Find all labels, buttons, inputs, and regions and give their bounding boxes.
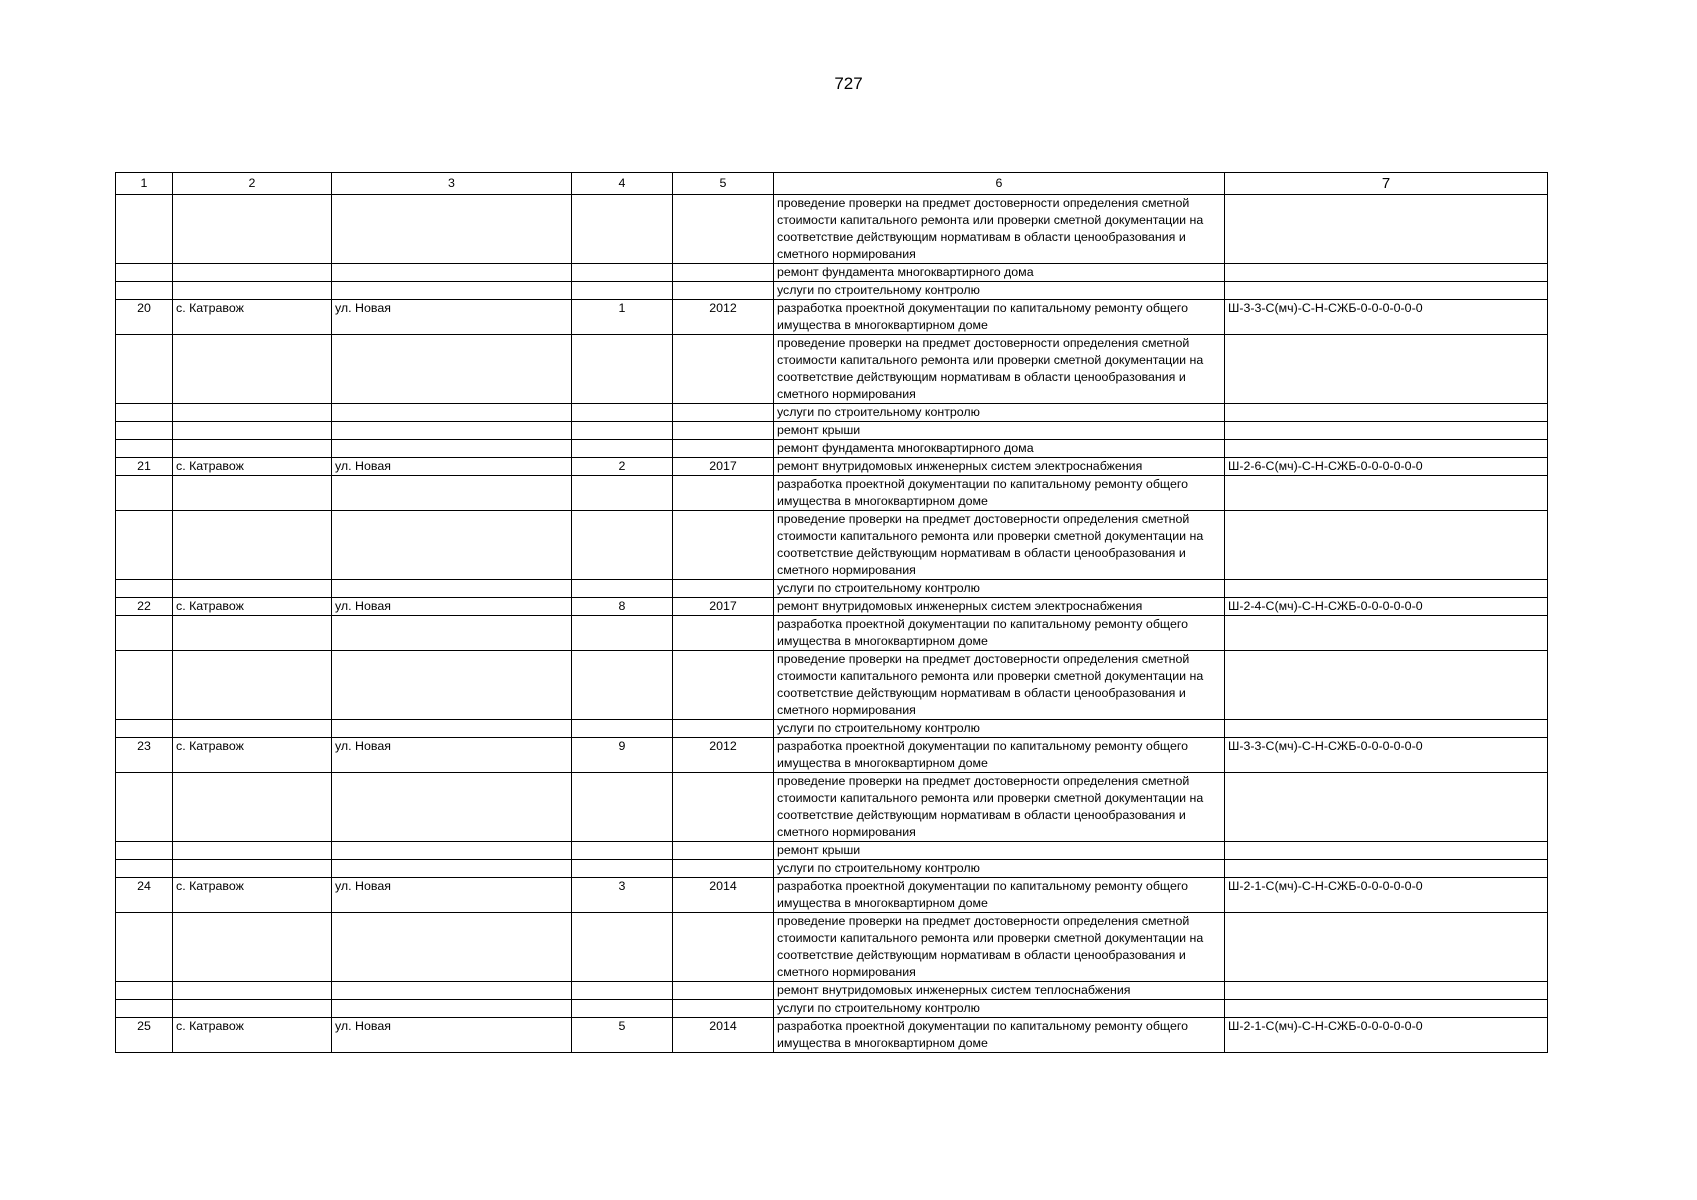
work-type-cell: услуги по строительному контролю (774, 860, 1225, 878)
table-row (116, 651, 1548, 720)
row-number (116, 651, 173, 720)
building-code-cell (1225, 616, 1548, 651)
table-row (116, 335, 1548, 404)
build-year-cell: 2017 (673, 458, 774, 476)
building-code-cell (1225, 264, 1548, 282)
building-code-cell (1225, 773, 1548, 842)
settlement-cell: с. Катравож (173, 878, 332, 913)
house-number-cell (572, 335, 673, 404)
street-cell (332, 264, 572, 282)
work-type-cell: разработка проектной документации по капитальному ремонту общего имущества в многоквартирном доме (774, 878, 1225, 913)
table-row (116, 404, 1548, 422)
build-year-cell (673, 195, 774, 264)
build-year-cell (673, 335, 774, 404)
row-number (116, 404, 173, 422)
street-cell (332, 773, 572, 842)
house-number-cell (572, 720, 673, 738)
work-type-cell: ремонт внутридомовых инженерных систем электроснабжения (774, 458, 1225, 476)
house-number-cell (572, 842, 673, 860)
row-number (116, 616, 173, 651)
street-cell (332, 651, 572, 720)
work-type-cell: услуги по строительному контролю (774, 1000, 1225, 1018)
street-cell: ул. Новая (332, 300, 572, 335)
table-row (116, 458, 1548, 476)
building-code-cell: Ш-3-3-С(мч)-С-Н-СЖБ-0-0-0-0-0-0 (1225, 300, 1548, 335)
settlement-cell (173, 195, 332, 264)
house-number-cell (572, 282, 673, 300)
street-cell (332, 1000, 572, 1018)
column-header-6: 6 (774, 173, 1225, 195)
street-cell (332, 842, 572, 860)
build-year-cell (673, 913, 774, 982)
settlement-cell (173, 511, 332, 580)
build-year-cell (673, 982, 774, 1000)
house-number-cell (572, 440, 673, 458)
settlement-cell (173, 264, 332, 282)
column-header-1: 1 (116, 173, 173, 195)
row-number: 25 (116, 1018, 173, 1053)
house-number-cell (572, 404, 673, 422)
work-type-cell: разработка проектной документации по капитальному ремонту общего имущества в многоквартирном доме (774, 476, 1225, 511)
work-type-cell: услуги по строительному контролю (774, 580, 1225, 598)
settlement-cell (173, 282, 332, 300)
building-code-cell (1225, 476, 1548, 511)
table-row (116, 773, 1548, 842)
building-code-cell (1225, 720, 1548, 738)
settlement-cell (173, 1000, 332, 1018)
building-code-cell (1225, 651, 1548, 720)
build-year-cell (673, 773, 774, 842)
build-year-cell (673, 476, 774, 511)
work-type-cell: ремонт внутридомовых инженерных систем электроснабжения (774, 598, 1225, 616)
work-type-cell: услуги по строительному контролю (774, 720, 1225, 738)
table-row (116, 440, 1548, 458)
column-header-3: 3 (332, 173, 572, 195)
settlement-cell (173, 580, 332, 598)
building-code-cell (1225, 1000, 1548, 1018)
building-code-cell (1225, 195, 1548, 264)
row-number (116, 282, 173, 300)
build-year-cell (673, 860, 774, 878)
street-cell (332, 580, 572, 598)
street-cell (332, 720, 572, 738)
build-year-cell (673, 616, 774, 651)
row-number (116, 335, 173, 404)
build-year-cell (673, 720, 774, 738)
street-cell (332, 511, 572, 580)
building-code-cell (1225, 422, 1548, 440)
table-row (116, 300, 1548, 335)
house-number-cell (572, 264, 673, 282)
street-cell (332, 860, 572, 878)
table-row (116, 1018, 1548, 1053)
build-year-cell (673, 404, 774, 422)
row-number (116, 580, 173, 598)
row-number: 24 (116, 878, 173, 913)
row-number (116, 476, 173, 511)
table-row (116, 476, 1548, 511)
street-cell (332, 422, 572, 440)
row-number (116, 913, 173, 982)
building-code-cell (1225, 440, 1548, 458)
work-type-cell: проведение проверки на предмет достоверности определения сметной стоимости капитального ремонта или проверки сметной документации на соответствие действующим нормативам в области ценообразования и сметного нормирования (774, 773, 1225, 842)
settlement-cell: с. Катравож (173, 300, 332, 335)
work-type-cell: услуги по строительному контролю (774, 282, 1225, 300)
street-cell (332, 913, 572, 982)
table-row (116, 511, 1548, 580)
settlement-cell (173, 422, 332, 440)
table-row (116, 1000, 1548, 1018)
row-number (116, 860, 173, 878)
settlement-cell (173, 982, 332, 1000)
building-code-cell (1225, 511, 1548, 580)
settlement-cell (173, 476, 332, 511)
header-row (116, 173, 1548, 195)
work-type-cell: проведение проверки на предмет достоверности определения сметной стоимости капитального ремонта или проверки сметной документации на соответствие действующим нормативам в области ценообразования и сметного нормирования (774, 195, 1225, 264)
table-header (116, 173, 1548, 195)
build-year-cell (673, 264, 774, 282)
work-type-cell: проведение проверки на предмет достоверности определения сметной стоимости капитального ремонта или проверки сметной документации на соответствие действующим нормативам в области ценообразования и сметного нормирования (774, 913, 1225, 982)
build-year-cell (673, 651, 774, 720)
work-type-cell: ремонт внутридомовых инженерных систем теплоснабжения (774, 982, 1225, 1000)
street-cell (332, 982, 572, 1000)
build-year-cell (673, 440, 774, 458)
settlement-cell (173, 335, 332, 404)
work-type-cell: ремонт крыши (774, 842, 1225, 860)
build-year-cell (673, 842, 774, 860)
settlement-cell (173, 860, 332, 878)
building-code-cell (1225, 404, 1548, 422)
house-number-cell (572, 580, 673, 598)
settlement-cell (173, 616, 332, 651)
building-code-cell (1225, 335, 1548, 404)
street-cell: ул. Новая (332, 1018, 572, 1053)
house-number-cell (572, 651, 673, 720)
column-header-4: 4 (572, 173, 673, 195)
settlement-cell (173, 720, 332, 738)
building-code-cell (1225, 842, 1548, 860)
table-row (116, 282, 1548, 300)
building-code-cell: Ш-2-4-С(мч)-С-Н-СЖБ-0-0-0-0-0-0 (1225, 598, 1548, 616)
street-cell: ул. Новая (332, 738, 572, 773)
settlement-cell: с. Катравож (173, 738, 332, 773)
house-number-cell (572, 422, 673, 440)
house-number-cell (572, 511, 673, 580)
row-number (116, 511, 173, 580)
street-cell (332, 404, 572, 422)
house-number-cell (572, 476, 673, 511)
house-number-cell: 8 (572, 598, 673, 616)
repair-register-table (115, 172, 1548, 1053)
table-body (116, 195, 1548, 1053)
street-cell (332, 440, 572, 458)
build-year-cell: 2014 (673, 1018, 774, 1053)
street-cell (332, 195, 572, 264)
column-header-2: 2 (173, 173, 332, 195)
building-code-cell: Ш-2-1-С(мч)-С-Н-СЖБ-0-0-0-0-0-0 (1225, 878, 1548, 913)
work-type-cell: проведение проверки на предмет достоверности определения сметной стоимости капитального ремонта или проверки сметной документации на соответствие действующим нормативам в области ценообразования и сметного нормирования (774, 335, 1225, 404)
work-type-cell: разработка проектной документации по капитальному ремонту общего имущества в многоквартирном доме (774, 738, 1225, 773)
building-code-cell (1225, 982, 1548, 1000)
building-code-cell (1225, 580, 1548, 598)
row-number (116, 1000, 173, 1018)
table-row (116, 580, 1548, 598)
building-code-cell: Ш-3-3-С(мч)-С-Н-СЖБ-0-0-0-0-0-0 (1225, 738, 1548, 773)
building-code-cell (1225, 913, 1548, 982)
table-row (116, 720, 1548, 738)
table-row (116, 598, 1548, 616)
table-row (116, 738, 1548, 773)
house-number-cell (572, 860, 673, 878)
table-row (116, 842, 1548, 860)
row-number (116, 773, 173, 842)
settlement-cell (173, 651, 332, 720)
settlement-cell (173, 842, 332, 860)
build-year-cell (673, 1000, 774, 1018)
work-type-cell: проведение проверки на предмет достоверности определения сметной стоимости капитального ремонта или проверки сметной документации на соответствие действующим нормативам в области ценообразования и сметного нормирования (774, 511, 1225, 580)
table-row (116, 982, 1548, 1000)
table-row (116, 264, 1548, 282)
row-number (116, 195, 173, 264)
settlement-cell (173, 404, 332, 422)
table-row (116, 913, 1548, 982)
house-number-cell (572, 1000, 673, 1018)
column-header-5: 5 (673, 173, 774, 195)
settlement-cell: с. Катравож (173, 458, 332, 476)
house-number-cell (572, 773, 673, 842)
street-cell: ул. Новая (332, 458, 572, 476)
building-code-cell (1225, 282, 1548, 300)
house-number-cell (572, 913, 673, 982)
work-type-cell: разработка проектной документации по капитальному ремонту общего имущества в многоквартирном доме (774, 300, 1225, 335)
build-year-cell (673, 511, 774, 580)
house-number-cell: 9 (572, 738, 673, 773)
table-row (116, 195, 1548, 264)
settlement-cell: с. Катравож (173, 598, 332, 616)
work-type-cell: ремонт фундамента многоквартирного дома (774, 440, 1225, 458)
row-number: 22 (116, 598, 173, 616)
build-year-cell: 2012 (673, 738, 774, 773)
table-row (116, 422, 1548, 440)
row-number (116, 264, 173, 282)
table-row (116, 616, 1548, 651)
work-type-cell: разработка проектной документации по капитальному ремонту общего имущества в многоквартирном доме (774, 1018, 1225, 1053)
settlement-cell (173, 913, 332, 982)
house-number-cell (572, 982, 673, 1000)
work-type-cell: услуги по строительному контролю (774, 404, 1225, 422)
build-year-cell (673, 282, 774, 300)
house-number-cell (572, 616, 673, 651)
building-code-cell: Ш-2-6-С(мч)-С-Н-СЖБ-0-0-0-0-0-0 (1225, 458, 1548, 476)
settlement-cell (173, 440, 332, 458)
row-number (116, 720, 173, 738)
table-row (116, 878, 1548, 913)
work-type-cell: проведение проверки на предмет достоверности определения сметной стоимости капитального ремонта или проверки сметной документации на соответствие действующим нормативам в области ценообразования и сметного нормирования (774, 651, 1225, 720)
row-number (116, 842, 173, 860)
house-number-cell (572, 195, 673, 264)
row-number: 21 (116, 458, 173, 476)
build-year-cell: 2017 (673, 598, 774, 616)
build-year-cell: 2014 (673, 878, 774, 913)
row-number: 20 (116, 300, 173, 335)
page-number: 727 (834, 74, 863, 93)
street-cell (332, 616, 572, 651)
build-year-cell: 2012 (673, 300, 774, 335)
work-type-cell: ремонт крыши (774, 422, 1225, 440)
build-year-cell (673, 422, 774, 440)
house-number-cell: 1 (572, 300, 673, 335)
street-cell (332, 282, 572, 300)
house-number-cell: 3 (572, 878, 673, 913)
table-row (116, 860, 1548, 878)
house-number-cell: 5 (572, 1018, 673, 1053)
work-type-cell: ремонт фундамента многоквартирного дома (774, 264, 1225, 282)
row-number (116, 982, 173, 1000)
street-cell (332, 476, 572, 511)
house-number-cell: 2 (572, 458, 673, 476)
row-number (116, 422, 173, 440)
row-number: 23 (116, 738, 173, 773)
street-cell: ул. Новая (332, 598, 572, 616)
building-code-cell (1225, 860, 1548, 878)
street-cell (332, 335, 572, 404)
column-header-7: 7 (1225, 173, 1548, 195)
settlement-cell (173, 773, 332, 842)
settlement-cell: с. Катравож (173, 1018, 332, 1053)
build-year-cell (673, 580, 774, 598)
street-cell: ул. Новая (332, 878, 572, 913)
row-number (116, 440, 173, 458)
building-code-cell: Ш-2-1-С(мч)-С-Н-СЖБ-0-0-0-0-0-0 (1225, 1018, 1548, 1053)
work-type-cell: разработка проектной документации по капитальному ремонту общего имущества в многоквартирном доме (774, 616, 1225, 651)
